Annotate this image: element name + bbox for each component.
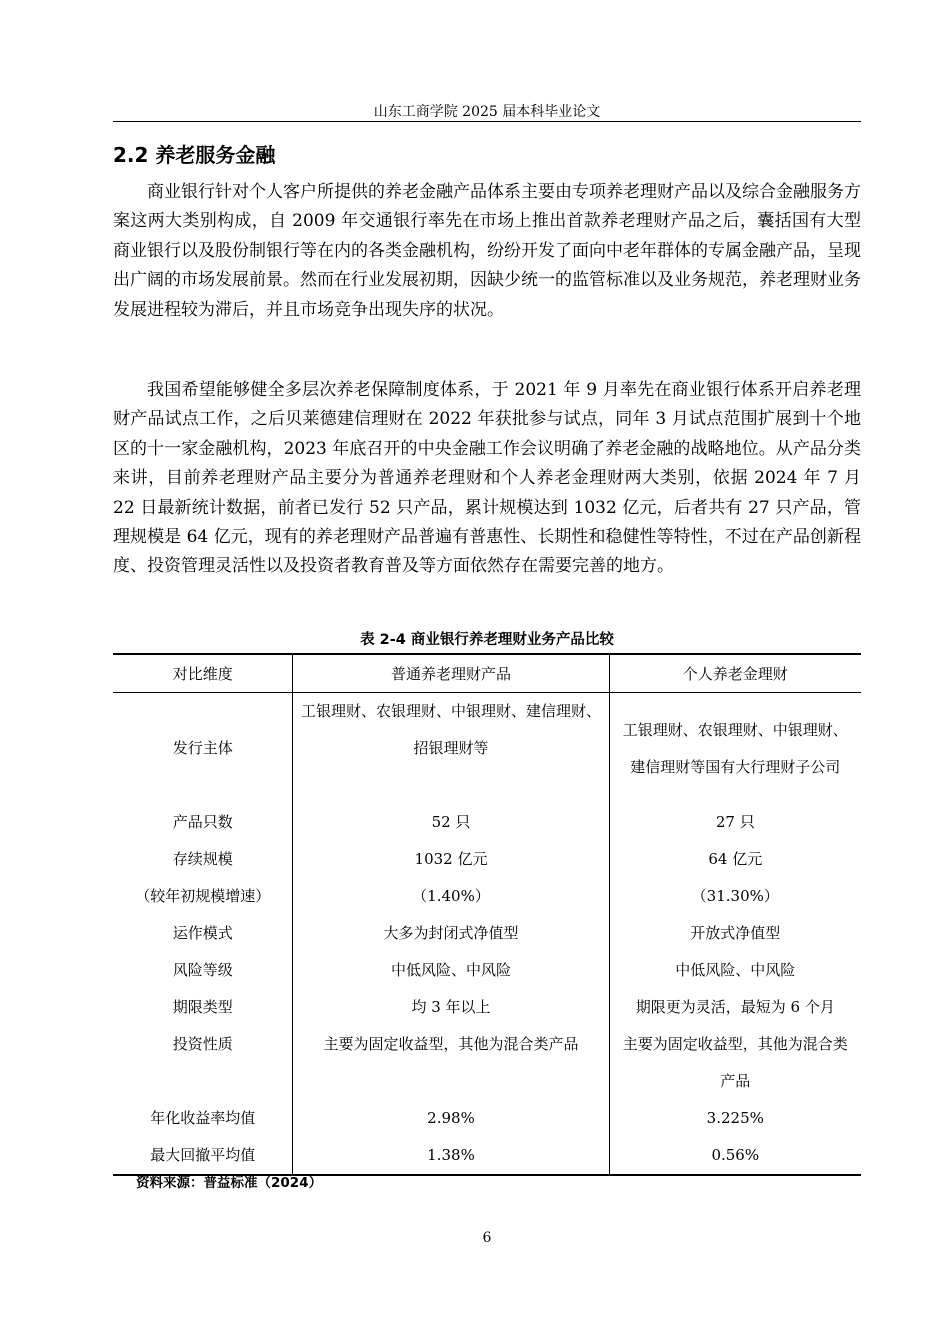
table-cell: （31.30%） (609, 878, 861, 915)
table-row (113, 804, 861, 841)
paragraph-2: 我国希望能够健全多层次养老保障制度体系，于 2021 年 9 月率先在商业银行体系开启养老理财产品试点工作，之后贝莱德建信理财在 2022 年获批参与试点，同年 3 月试点范围扩展到十个地区的十一家金融机构，2023 年底召开的中央金融工作会议明确了养老金融的战略地位。从产品分类来讲，目前养老理财产品主要分为普通养老理财和个人养老金理财两大类别，依据 2024 年 7 月 22 日最新统计数据，前者已发行 52 只产品，累计规模达到 1032 亿元，后者共有 27 只产品，管理规模是 64 亿元，现有的养老理财产品普遍有普惠性、长期性和稳健性等特性，不过在产品创新程度、投资管理灵活性以及投资者教育普及等方面依然存在需要完善的地方。 (113, 380, 861, 577)
table-cell: 主要为固定收益型，其他为混合类产品 (293, 1026, 609, 1100)
table-cell: 52 只 (293, 804, 609, 841)
table-cell: 期限类型 (172, 998, 233, 1016)
table-cell: 最大回撤平均值 (113, 1137, 293, 1175)
table-cell: 主要为固定收益型，其他为混合类产品 (609, 1026, 861, 1100)
table-cell: 3.225% (609, 1100, 861, 1137)
table-cell: 64 亿元 (609, 841, 861, 878)
table-cell: 工银理财、农银理财、中银理财、建信理财等国有大行理财子公司 (609, 693, 861, 805)
table-cell: 年化收益率均值 (150, 1109, 256, 1127)
table-cell: （1.40%） (293, 878, 609, 915)
table-cell: 期限更为灵活，最短为 6 个月 (609, 989, 861, 1026)
section-title: 2.2 养老服务金融 (113, 143, 276, 167)
table-row (113, 693, 861, 805)
header-rule (113, 121, 861, 122)
table-cell: 27 只 (609, 804, 861, 841)
paragraph-1: 商业银行针对个人客户所提供的养老金融产品体系主要由专项养老理财产品以及综合金融服务方案这两大类别构成，自 2009 年交通银行率先在市场上推出首款养老理财产品之后，囊括国有大型商业银行以及股份制银行等在内的各类金融机构，纷纷开发了面向中老年群体的专属金融产品，呈现出广阔的市场发展前景。然而在行业发展初期，因缺少统一的监管标准以及业务规范，养老理财业务发展进程较为滞后，并且市场竞争出现失序的状况。 (113, 182, 861, 320)
table-cell: 均 3 年以上 (293, 989, 609, 1026)
table-cell: 中低风险、中风险 (293, 952, 609, 989)
table-cell: 存续规模 (172, 850, 233, 868)
table-header-row (113, 654, 861, 693)
table-row (113, 841, 861, 878)
table-cell: 投资性质 (172, 1035, 233, 1053)
comparison-table (113, 653, 861, 1176)
table-row (113, 1026, 861, 1100)
table-row (113, 878, 861, 915)
page-number: 6 (482, 1230, 492, 1246)
table-cell: 运作模式 (172, 924, 233, 942)
table-cell-text: 工银理财、农银理财、中银理财、建信理财、招银理财等 (301, 702, 602, 757)
table-row (113, 989, 861, 1026)
table-cell: 开放式净值型 (609, 915, 861, 952)
table-row (113, 1137, 861, 1175)
table-cell: 2.98% (293, 1100, 609, 1137)
table-row (113, 915, 861, 952)
table-cell: 1032 亿元 (293, 841, 609, 878)
page-header: 山东工商学院 2025 届本科毕业论文 (373, 104, 601, 120)
header-personal-pension: 个人养老金理财 (609, 654, 861, 693)
table-cell: 0.56% (609, 1137, 861, 1175)
table-cell: 大多为封闭式净值型 (293, 915, 609, 952)
table-cell: 1.38% (293, 1137, 609, 1175)
table-cell: 发行主体 (172, 739, 233, 757)
table-row (113, 952, 861, 989)
table-source-note: 资料来源：普益标准（2024） (136, 1175, 323, 1191)
table-row (113, 1100, 861, 1137)
table-cell: 风险等级 (172, 961, 233, 979)
table-cell (293, 693, 609, 805)
header-dimension: 对比维度 (113, 654, 293, 693)
table-cell: 中低风险、中风险 (609, 952, 861, 989)
table-cell: 产品只数 (172, 813, 233, 831)
table-cell: （较年初规模增速） (135, 887, 271, 905)
header-regular-product: 普通养老理财产品 (293, 654, 609, 693)
table-caption: 表 2-4 商业银行养老理财业务产品比较 (360, 632, 614, 648)
